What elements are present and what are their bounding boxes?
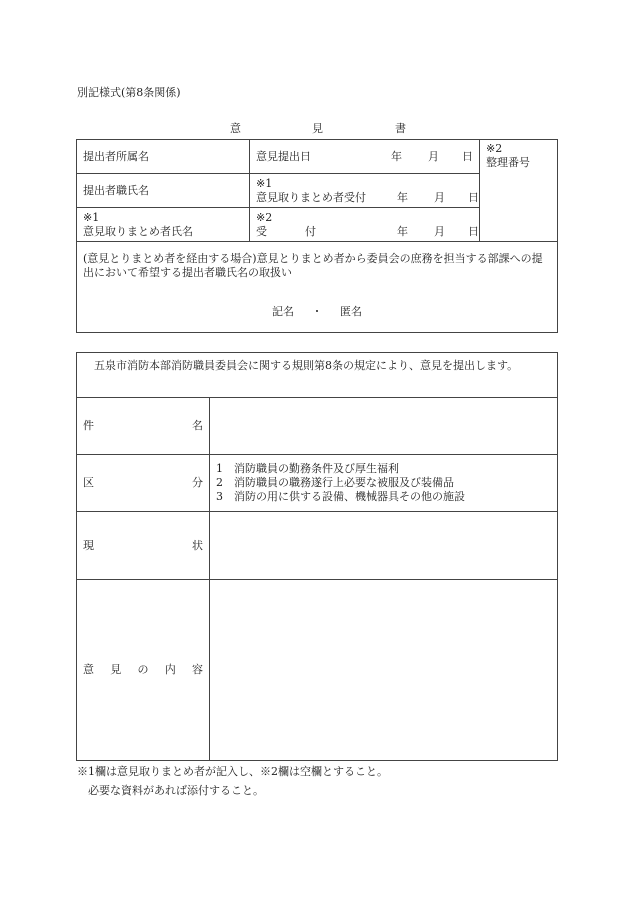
category-options[interactable]: [210, 455, 558, 512]
label-char: 名: [192, 419, 203, 432]
day-label: 日: [462, 149, 473, 163]
reception-mark: ※2: [256, 210, 273, 224]
name-disclosure-choice[interactable]: [77, 305, 557, 319]
opinion-table: [76, 352, 558, 761]
category-option[interactable]: 2 消防職員の職務遂行上必要な被服及び装備品: [216, 476, 454, 489]
label-char: 内: [164, 663, 176, 676]
reference-mark: ※2: [486, 142, 503, 155]
status-label: [77, 512, 210, 580]
month-label: 月: [434, 190, 445, 204]
footnote-2: 必要な資料があれば添付すること。: [88, 784, 264, 797]
month-label: 月: [428, 149, 439, 163]
coordinator-name-mark: ※1: [83, 210, 100, 224]
label-char: 状: [192, 538, 203, 552]
footnote-1: ※1欄は意見取りまとめ者が記入し、※2欄は空欄とすること。: [77, 765, 388, 778]
title-char: 見: [312, 122, 323, 135]
reference-number-label: 整理番号: [486, 156, 530, 169]
label-char: の: [137, 663, 149, 676]
coordinator-name-cell[interactable]: [77, 208, 250, 242]
header-table: [76, 139, 558, 333]
coordinator-received-cell[interactable]: [250, 174, 480, 208]
reception-cell[interactable]: [250, 208, 480, 242]
coordinator-received-mark: ※1: [256, 176, 273, 190]
coordinator-name-label: 意見取りまとめ者氏名: [83, 224, 193, 238]
subject-label: [77, 398, 210, 455]
category-option[interactable]: 3 消防の用に供する設備、機械器具その他の施設: [216, 490, 465, 503]
title-char: 意: [230, 122, 241, 135]
submission-date-label: 意見提出日: [256, 149, 311, 163]
year-label: 年: [391, 149, 402, 163]
coordinator-received-label: 意見取りまとめ者受付: [256, 190, 366, 204]
label-char: 件: [83, 419, 94, 432]
form-label: 別記様式(第8条関係): [77, 86, 181, 99]
opinion-content-label: [77, 580, 210, 761]
day-label: 日: [468, 224, 479, 238]
title-char: 書: [395, 122, 406, 135]
handling-note: (意見とりまとめ者を経由する場合)意見とりまとめ者から委員会の庶務を担当する部課への提出において希望する提出者職氏名の取扱い: [83, 252, 543, 279]
year-label: 年: [397, 224, 408, 238]
label-char: 見: [110, 663, 122, 676]
intro-text: 五泉市消防本部消防職員委員会に関する規則第8条の規定により、意見を提出します。: [77, 353, 558, 398]
category-label: [77, 455, 210, 512]
year-label: 年: [397, 190, 408, 204]
subject-input[interactable]: [210, 398, 558, 455]
reception-label-2: 付: [305, 224, 316, 238]
opinion-content-input[interactable]: [210, 580, 558, 761]
reception-label-1: 受: [256, 224, 267, 238]
label-char: 容: [192, 663, 203, 676]
affiliation-label: 提出者所属名: [77, 140, 250, 174]
choice-named[interactable]: 記名: [272, 305, 294, 318]
reference-number-cell[interactable]: [480, 140, 558, 242]
name-title-label: 提出者職氏名: [77, 174, 250, 208]
month-label: 月: [434, 224, 445, 238]
label-char: 分: [192, 476, 203, 489]
handling-note-cell: [77, 242, 558, 333]
choice-separator: ・: [311, 305, 323, 318]
document-title: [0, 122, 630, 136]
status-input[interactable]: [210, 512, 558, 580]
day-label: 日: [468, 190, 479, 204]
choice-anonymous[interactable]: 匿名: [340, 305, 362, 318]
category-option[interactable]: 1 消防職員の勤務条件及び厚生福利: [216, 462, 399, 475]
submission-date-cell[interactable]: [250, 140, 480, 174]
label-char: 意: [83, 663, 94, 676]
label-char: 現: [83, 538, 94, 552]
label-char: 区: [83, 476, 94, 489]
